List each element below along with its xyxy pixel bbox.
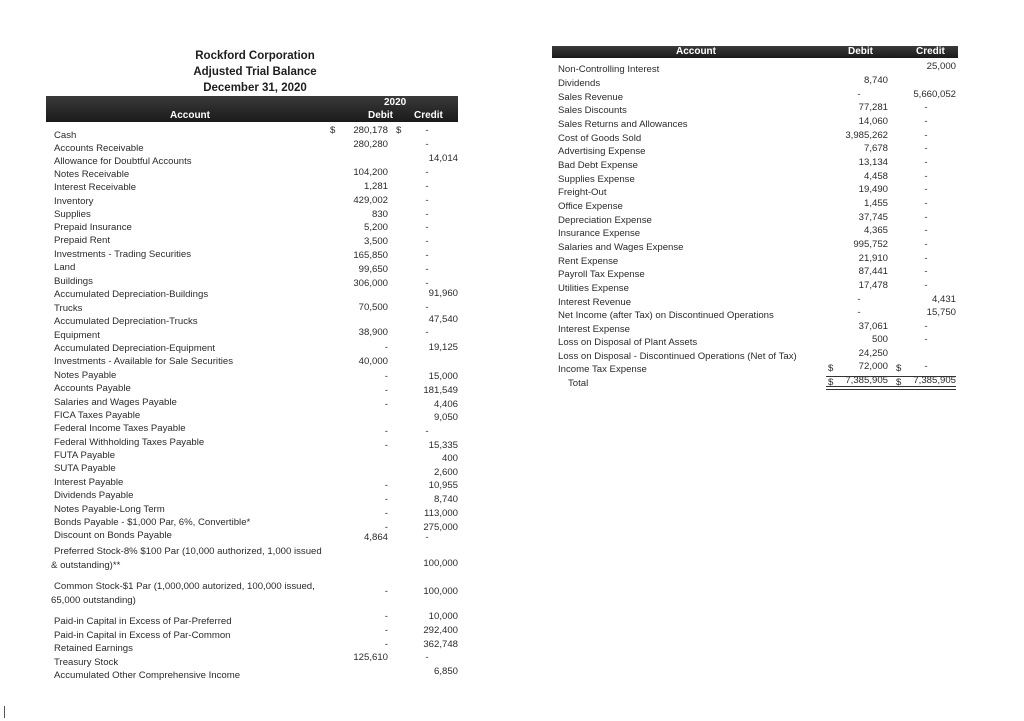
right-debit-currency: $ [828, 363, 834, 374]
left-year-label: 2020 [384, 97, 407, 108]
left-credit-value: 362,748 [423, 639, 458, 650]
left-credit-value: 292,400 [423, 625, 458, 636]
left-account-label: Accumulated Depreciation-Buildings [54, 289, 209, 300]
right-debit-value: 7,385,905 [845, 375, 888, 386]
left-credit-value: 9,050 [433, 412, 458, 423]
right-header-credit: Credit [916, 46, 945, 57]
left-debit-value: 165,850 [353, 250, 388, 261]
left-debit-value: 40,000 [358, 356, 388, 367]
left-credit-value: - [425, 302, 429, 313]
left-account-label: Inventory [54, 196, 94, 207]
right-account-label: Total [568, 378, 589, 389]
right-account-label: Insurance Expense [558, 228, 641, 239]
left-account-label: Notes Payable-Long Term [54, 504, 165, 515]
right-debit-value: 1,455 [863, 198, 888, 209]
left-account-label: Interest Receivable [54, 182, 137, 193]
left-debit-value: - [384, 385, 388, 396]
right-debit-value: 87,441 [858, 266, 888, 277]
right-credit-value: 15,750 [926, 307, 956, 318]
left-account-label: Accumulated Depreciation-Equipment [54, 343, 216, 354]
right-debit-value: - [857, 294, 861, 305]
right-credit-value: 4,431 [931, 294, 956, 305]
left-credit-value: 15,000 [428, 371, 458, 382]
left-debit-value: - [384, 625, 388, 636]
left-table-header [46, 96, 458, 122]
right-account-label: Rent Expense [558, 256, 619, 267]
right-credit-value: - [924, 225, 928, 236]
left-account-label: Salaries and Wages Payable [54, 397, 177, 408]
right-credit-value: - [924, 334, 928, 345]
left-credit-currency: $ [396, 125, 402, 136]
left-debit-value: - [384, 508, 388, 519]
left-credit-value: 47,540 [428, 314, 458, 325]
right-debit-currency: $ [828, 377, 834, 388]
right-debit-value: 72,000 [858, 361, 888, 372]
left-account-label: Federal Income Taxes Payable [54, 423, 186, 434]
right-debit-value: 24,250 [858, 348, 888, 359]
left-debit-value: 1,281 [363, 181, 388, 192]
left-debit-value: 70,500 [358, 302, 388, 313]
left-credit-value: 400 [441, 453, 458, 464]
left-credit-value: 10,000 [428, 611, 458, 622]
right-debit-value: 19,490 [858, 184, 888, 195]
right-credit-value: - [924, 321, 928, 332]
right-header-account: Account [676, 46, 716, 57]
right-account-label: Bad Debt Expense [558, 160, 639, 171]
right-debit-value: 4,365 [863, 225, 888, 236]
left-account-label: Common Stock-$1 Par (1,000,000 autorized, 100,000 issued, [54, 581, 315, 592]
right-debit-value: 14,060 [858, 116, 888, 127]
left-account-label: Bonds Payable - $1,000 Par, 6%, Convertible* [54, 517, 251, 528]
left-account-label: Discount on Bonds Payable [54, 530, 172, 541]
left-credit-value: 91,960 [428, 288, 458, 299]
left-credit-value: - [425, 532, 429, 543]
right-credit-value: 7,385,905 [913, 375, 956, 386]
right-debit-value: 4,458 [863, 171, 888, 182]
right-credit-value: - [924, 280, 928, 291]
left-account-label: FUTA Payable [54, 450, 116, 461]
right-account-label: Interest Expense [558, 324, 630, 335]
left-account-label: Prepaid Rent [54, 235, 110, 246]
left-debit-value: - [384, 426, 388, 437]
left-debit-value: - [384, 480, 388, 491]
left-account-label: Notes Payable [54, 370, 117, 381]
left-debit-value: - [384, 639, 388, 650]
right-debit-value: 995,752 [853, 239, 888, 250]
left-credit-value: - [425, 652, 429, 663]
right-debit-value: - [857, 89, 861, 100]
left-header-credit: Credit [414, 110, 443, 121]
left-account-label: Buildings [54, 276, 93, 287]
left-account-label: Paid-in Capital in Excess of Par-Common [54, 630, 231, 641]
right-debit-value: 77,281 [858, 102, 888, 113]
left-credit-value: 15,335 [428, 440, 458, 451]
left-debit-value: 99,650 [358, 264, 388, 275]
left-account-label: Interest Payable [54, 477, 124, 488]
right-account-label: Supplies Expense [558, 174, 635, 185]
left-credit-value: - [425, 327, 429, 338]
left-account-label: Accounts Receivable [54, 143, 144, 154]
right-account-label: Cost of Goods Sold [558, 133, 642, 144]
left-account-label: Paid-in Capital in Excess of Par-Preferred [54, 616, 232, 627]
left-credit-value: - [425, 209, 429, 220]
right-credit-value: - [924, 116, 928, 127]
left-account-label: Federal Withholding Taxes Payable [54, 437, 205, 448]
left-debit-value: 38,900 [358, 327, 388, 338]
right-account-label: Payroll Tax Expense [558, 269, 645, 280]
right-credit-value: - [924, 253, 928, 264]
left-account-label: Land [54, 262, 76, 273]
left-debit-value: - [384, 342, 388, 353]
right-account-label: Loss on Disposal - Discontinued Operations (Net of Tax) [558, 351, 797, 362]
left-debit-value: - [384, 586, 388, 597]
left-debit-value: - [384, 522, 388, 533]
right-debit-value: - [857, 307, 861, 318]
left-credit-value: 181,549 [423, 385, 458, 396]
right-debit-value: 13,134 [858, 157, 888, 168]
right-credit-value: - [924, 102, 928, 113]
right-debit-value: 37,745 [858, 212, 888, 223]
left-account-label: Accounts Payable [54, 383, 131, 394]
report-title: Adjusted Trial Balance [193, 66, 317, 78]
left-account-label: SUTA Payable [54, 463, 116, 474]
left-account-label: Accumulated Depreciation-Trucks [54, 316, 198, 327]
right-credit-value: 5,660,052 [913, 89, 956, 100]
right-credit-value: - [924, 184, 928, 195]
left-account-label: FICA Taxes Payable [54, 410, 141, 421]
right-account-label: Freight-Out [558, 187, 607, 198]
right-account-label: Net Income (after Tax) on Discontinued Operations [558, 310, 774, 321]
edge-mark [4, 706, 5, 718]
left-account-label-cont: 65,000 outstanding) [51, 595, 136, 606]
right-account-label: Sales Discounts [558, 105, 627, 116]
left-credit-value: - [425, 222, 429, 233]
right-account-label: Dividends [558, 78, 601, 89]
left-credit-value: - [425, 236, 429, 247]
left-credit-value: - [425, 278, 429, 289]
right-account-label: Income Tax Expense [558, 364, 647, 375]
left-credit-value: - [425, 181, 429, 192]
right-account-label: Interest Revenue [558, 297, 632, 308]
left-debit-value: - [384, 611, 388, 622]
right-account-label: Utilities Expense [558, 283, 629, 294]
left-credit-value: 4,406 [433, 399, 458, 410]
left-credit-value: 10,955 [428, 480, 458, 491]
left-debit-currency: $ [330, 125, 336, 136]
left-credit-value: 100,000 [423, 586, 458, 597]
right-account-label: Sales Revenue [558, 92, 624, 103]
right-account-label: Office Expense [558, 201, 623, 212]
subtotal-rule [826, 376, 956, 377]
right-debit-value: 17,478 [858, 280, 888, 291]
right-account-label: Non-Controlling Interest [558, 64, 660, 75]
right-debit-value: 3,985,262 [845, 130, 888, 141]
right-credit-value: - [924, 212, 928, 223]
left-credit-value: 8,740 [433, 494, 458, 505]
left-debit-value: 4,864 [363, 532, 388, 543]
right-debit-value: 8,740 [863, 75, 888, 86]
left-account-label: Equipment [54, 330, 100, 341]
left-credit-value: 2,600 [433, 467, 458, 478]
left-debit-value: 830 [371, 209, 388, 220]
right-credit-value: 25,000 [926, 61, 956, 72]
left-credit-value: - [425, 264, 429, 275]
left-account-label: Treasury Stock [54, 657, 119, 668]
left-credit-value: - [425, 167, 429, 178]
right-credit-currency: $ [896, 377, 902, 388]
right-header-debit: Debit [848, 46, 873, 57]
left-account-label: Supplies [54, 209, 91, 220]
left-debit-value: 280,280 [353, 139, 388, 150]
left-debit-value: - [384, 494, 388, 505]
left-debit-value: - [384, 440, 388, 451]
right-debit-value: 500 [871, 334, 888, 345]
left-credit-value: 6,850 [433, 666, 458, 677]
total-double-rule [826, 386, 956, 390]
right-credit-value: - [924, 198, 928, 209]
left-credit-value: 113,000 [424, 508, 458, 519]
company-name: Rockford Corporation [195, 50, 315, 62]
left-debit-value: 280,178 [353, 125, 388, 136]
left-credit-value: 14,014 [428, 153, 458, 164]
right-credit-value: - [924, 266, 928, 277]
left-debit-value: 125,610 [353, 652, 388, 663]
left-debit-value: 3,500 [363, 236, 388, 247]
right-credit-value: - [924, 171, 928, 182]
left-credit-value: - [425, 195, 429, 206]
right-debit-value: 37,061 [858, 321, 888, 332]
left-account-label: Investments - Available for Sale Securities [54, 356, 233, 367]
left-debit-value: - [384, 399, 388, 410]
left-account-label: Accumulated Other Comprehensive Income [54, 670, 241, 681]
left-debit-value: 429,002 [353, 195, 388, 206]
right-table-header [552, 46, 958, 58]
right-account-label: Depreciation Expense [558, 215, 652, 226]
right-account-label: Advertising Expense [558, 146, 646, 157]
left-credit-value: - [425, 125, 429, 136]
left-account-label: Dividends Payable [54, 490, 134, 501]
right-credit-currency: $ [896, 363, 902, 374]
left-header-account: Account [170, 110, 210, 121]
left-credit-value: - [425, 426, 429, 437]
right-account-label: Sales Returns and Allowances [558, 119, 688, 130]
right-credit-value: - [924, 239, 928, 250]
left-debit-value: 5,200 [363, 222, 388, 233]
right-account-label: Loss on Disposal of Plant Assets [558, 337, 698, 348]
right-debit-value: 21,910 [858, 253, 888, 264]
left-account-label: Prepaid Insurance [54, 222, 132, 233]
report-date: December 31, 2020 [203, 82, 307, 94]
left-credit-value: 19,125 [428, 342, 458, 353]
right-credit-value: - [924, 143, 928, 154]
left-account-label: Investments - Trading Securities [54, 249, 192, 260]
left-debit-value: 104,200 [353, 167, 388, 178]
left-account-label: Allowance for Doubtful Accounts [54, 156, 192, 167]
right-credit-value: - [924, 157, 928, 168]
left-header-debit: Debit [368, 110, 393, 121]
right-account-label: Salaries and Wages Expense [558, 242, 684, 253]
left-account-label: Cash [54, 130, 77, 141]
left-credit-value: - [425, 250, 429, 261]
left-debit-value: 306,000 [353, 278, 388, 289]
left-account-label: Trucks [54, 303, 83, 314]
right-credit-value: - [924, 361, 928, 372]
left-credit-value: - [425, 139, 429, 150]
left-account-label: Preferred Stock-8% $100 Par (10,000 authorized, 1,000 issued [54, 546, 322, 557]
left-account-label-cont: & outstanding)** [51, 560, 121, 571]
left-credit-value: 100,000 [423, 558, 458, 569]
left-debit-value: - [384, 371, 388, 382]
right-credit-value: - [924, 130, 928, 141]
left-credit-value: 275,000 [423, 522, 458, 533]
right-debit-value: 7,678 [863, 143, 888, 154]
left-account-label: Notes Receivable [54, 169, 130, 180]
left-account-label: Retained Earnings [54, 643, 133, 654]
